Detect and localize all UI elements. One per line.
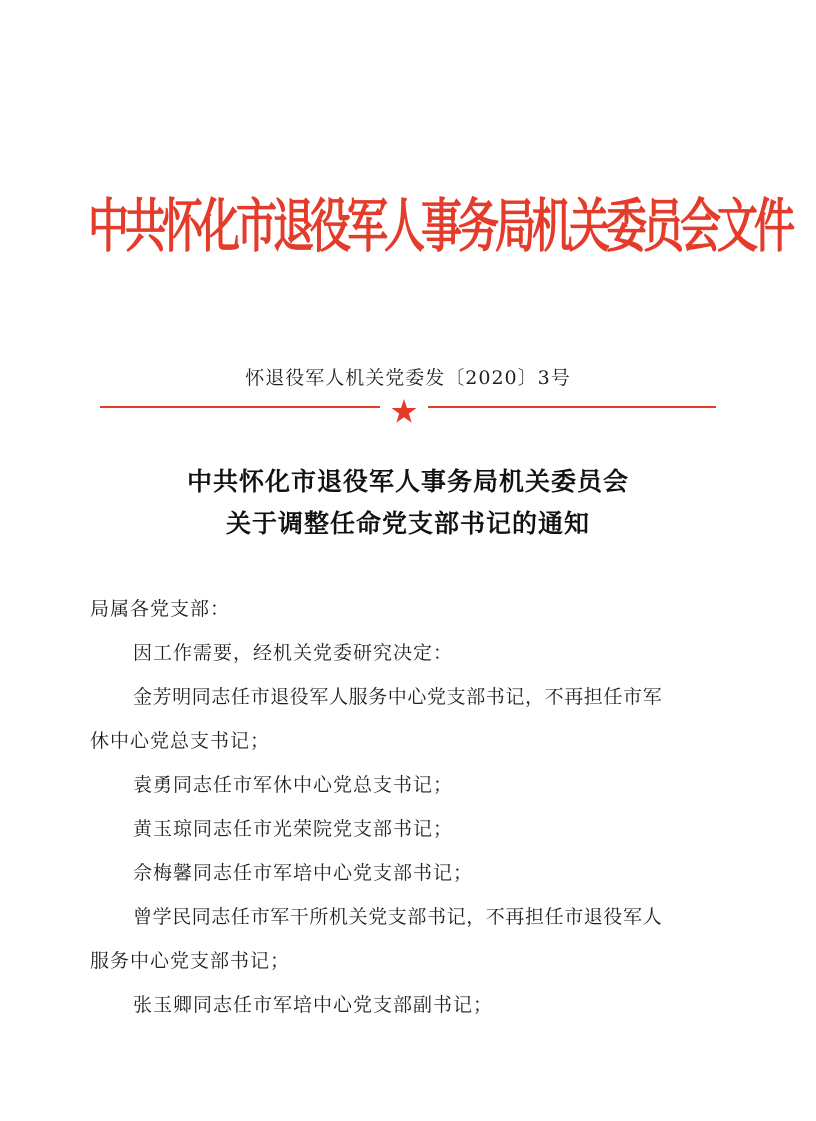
body-line: 曾学民同志任市军干所机关党支部书记，不再担任市退役军人 (133, 906, 663, 928)
body-line: 休中心党总支书记； (90, 730, 271, 752)
body-line: 因工作需要，经机关党委研究决定： (133, 642, 454, 664)
body-line: 金芳明同志任市退役军人服务中心党支部书记，不再担任市军 (133, 686, 663, 708)
red-rule-left (100, 406, 380, 408)
body-line: 张玉卿同志任市军培中心党支部副书记； (133, 994, 494, 1016)
notice-title-line-1: 中共怀化市退役军人事务局机关委员会 (186, 467, 629, 496)
document-number: 怀退役军人机关党委发〔2020〕3号 (245, 367, 571, 389)
body-line: 袁勇同志任市军休中心党总支书记； (133, 774, 454, 796)
body-line: 服务中心党支部书记； (90, 950, 291, 972)
salutation: 局属各党支部： (90, 598, 231, 620)
star-icon (391, 398, 417, 424)
red-rule-right (428, 406, 716, 408)
body-line: 佘梅馨同志任市军培中心党支部书记； (133, 862, 474, 884)
body-line: 黄玉琼同志任市光荣院党支部书记； (133, 818, 454, 840)
notice-title-line-2: 关于调整任命党支部书记的通知 (225, 509, 590, 538)
letterhead-title: 中共怀化市退役军人事务局机关委员会文件 (88, 192, 791, 261)
